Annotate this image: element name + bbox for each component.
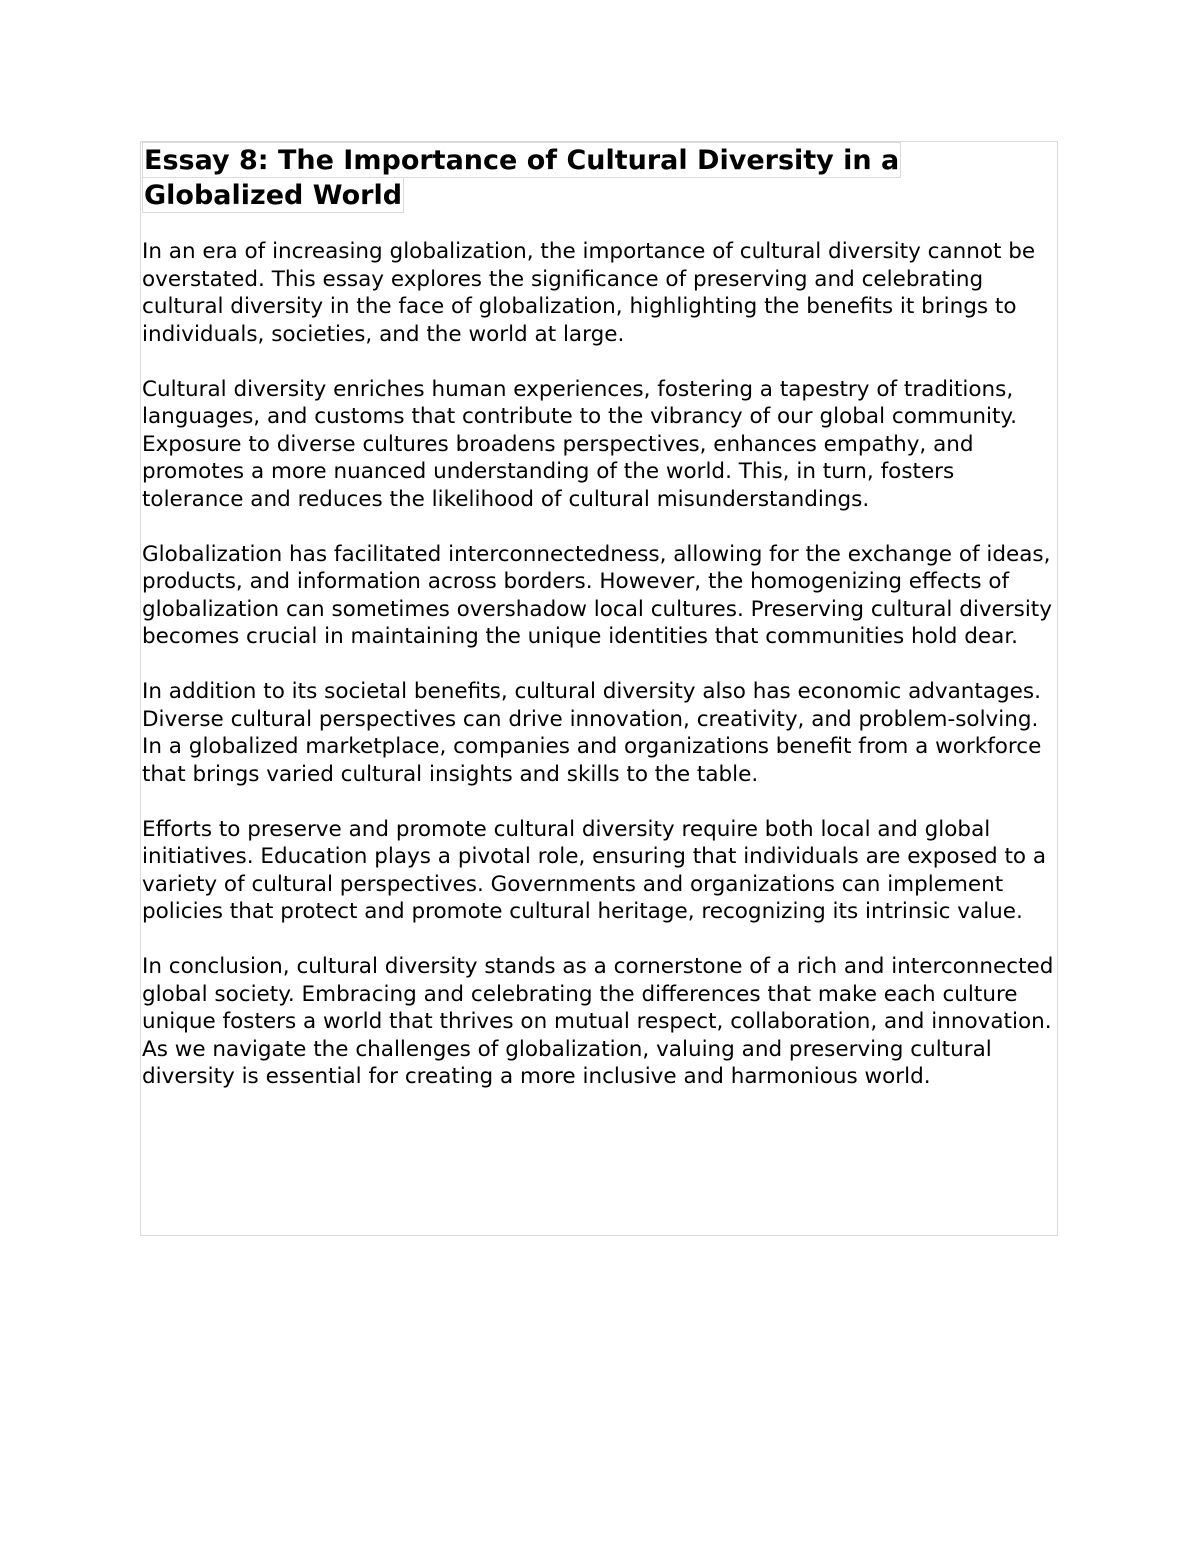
- essay-paragraph-conclusion: In conclusion, cultural diversity stands as a cornerstone of a rich and interconnected global society. Embracing and celebrating the differences that make each culture unique fosters a world that thrives on mutual respect, collaboration, and innovation. As we navigate the challenges of globalization, valuing and preserving cultural diversity is essential for creating a more inclusive and harmonious world.: [142, 954, 1054, 1089]
- essay-title-line-1: Essay 8: The Importance of Cultural Diversity in a: [142, 142, 901, 178]
- essay-paragraph-enrichment: Cultural diversity enriches human experiences, fostering a tapestry of traditions, languages, and customs that contribute to the vibrancy of our global community. Exposure to diverse cultures broadens perspectives, enhances empathy, and promotes a more nuanced understanding of the world. This, in turn, fosters tolerance and reduces the likelihood of cultural misunderstandings.: [142, 376, 1017, 512]
- essay-title-line-2: Globalized World: [142, 177, 404, 213]
- essay-paragraph-efforts: Efforts to preserve and promote cultural diversity require both local and global initiatives. Education plays a pivotal role, ensuring that individuals are exposed to a variety of cultural perspectives. Governments and organizations can implement policies that protect and promote cultural heritage, recognizing its intrinsic value.: [142, 816, 1047, 924]
- essay-paragraph-economic: In addition to its societal benefits, cultural diversity also has economic advantages. Diverse cultural perspectives can drive innovation, creativity, and problem-solving. In a globalized marketplace, companies and organizations benefit from a workforce that brings varied cultural insights and skills to the table.: [142, 679, 1042, 787]
- essay-body: [142, 238, 1056, 1118]
- essay-paragraph-intro: In an era of increasing globalization, the importance of cultural diversity cannot be overstated. This essay explores the significance of preserving and celebrating cultural diversity in the face of globalization, highlighting the benefits it brings to individuals, societies, and the world at large.: [142, 239, 1036, 347]
- essay-paragraph-globalization: Globalization has facilitated interconnectedness, allowing for the exchange of ideas, products, and information across borders. However, the homogenizing effects of globalization can sometimes overshadow local cultures. Preserving cultural diversity becomes crucial in maintaining the unique identities that communities hold dear.: [142, 541, 1052, 649]
